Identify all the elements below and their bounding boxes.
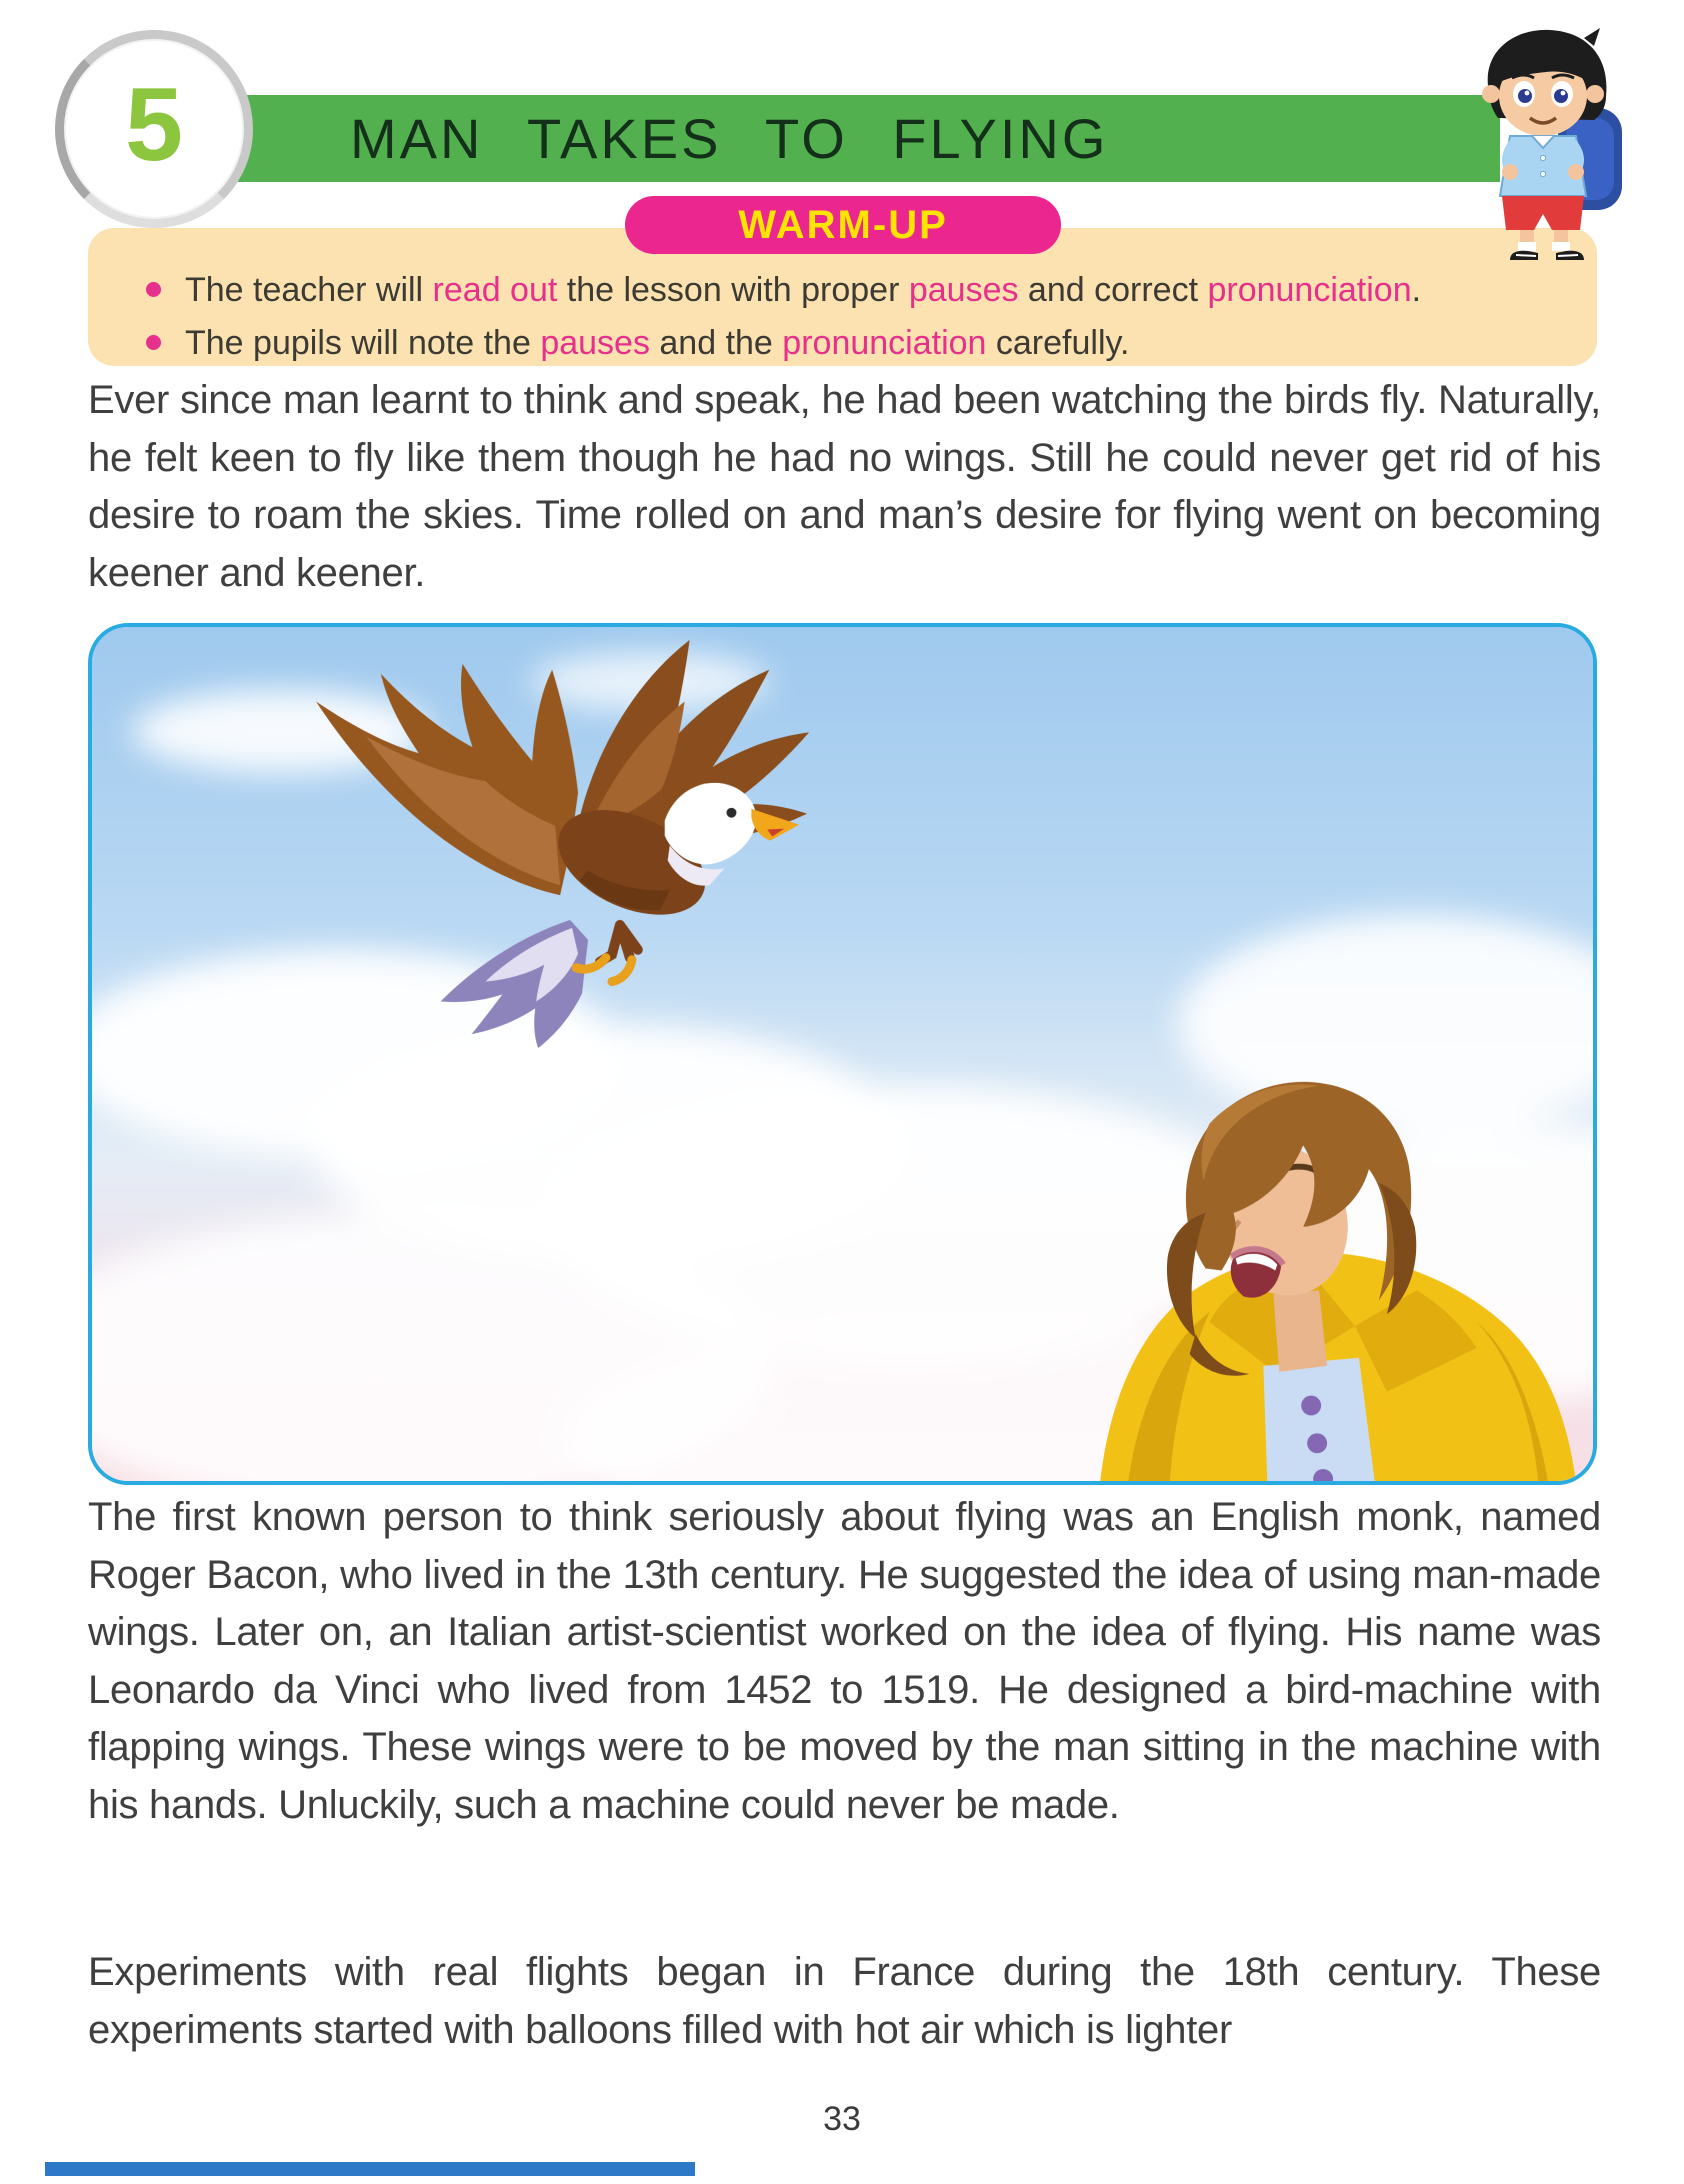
chapter-number: 5 [125,67,183,183]
warmup-bullet-2: The pupils will note the pauses and the pronunciation carefully. [146,321,1557,365]
school-boy-icon [1458,24,1636,266]
chapter-title: MAN TAKES TO FLYING [350,107,1109,170]
warmup-badge: WARM-UP [625,196,1061,254]
page-number: 33 [823,2100,861,2138]
footer-accent-bar [45,2162,695,2176]
warmup-bullet-1: The teacher will read out the lesson with proper pauses and correct pronunciation. [146,268,1557,312]
lesson-paragraph-3: Experiments with real flights began in France during the 18th century. These experiments started with balloons filled with hot air which is lighter [88,1950,1601,2052]
school-boy-mascot-illustration [1458,24,1636,266]
bullet-dot [146,282,161,297]
bullet-dot [146,335,161,350]
sky-scene-illustration [92,627,1593,1481]
chapter-title-banner [205,95,1500,182]
lesson-paragraph-1: Ever since man learnt to think and speak, he had been watching the birds fly. Naturally, he felt keen to fly like them though he had no wings. Still he could never get rid of his desire to roam the skies. Time rolled on and man’s desire for flying went on becoming keener and keener. [88,378,1601,595]
lesson-illustration [88,623,1597,1485]
lesson-paragraph-2: The first known person to think seriously about flying was an English monk, named Roger Bacon, who lived in the 13th century. He suggested the idea of using man-made wings. Later on, an Italian artist-scientist worked on the idea of flying. His name was Leonardo da Vinci who lived from 1452 to 1519. He designed a bird-machine with flapping wings. These wings were to be moved by the man sitting in the machine with his hands. Unluckily, such a machine could never be made. [88,1495,1601,1827]
chapter-number-circle [55,30,253,228]
